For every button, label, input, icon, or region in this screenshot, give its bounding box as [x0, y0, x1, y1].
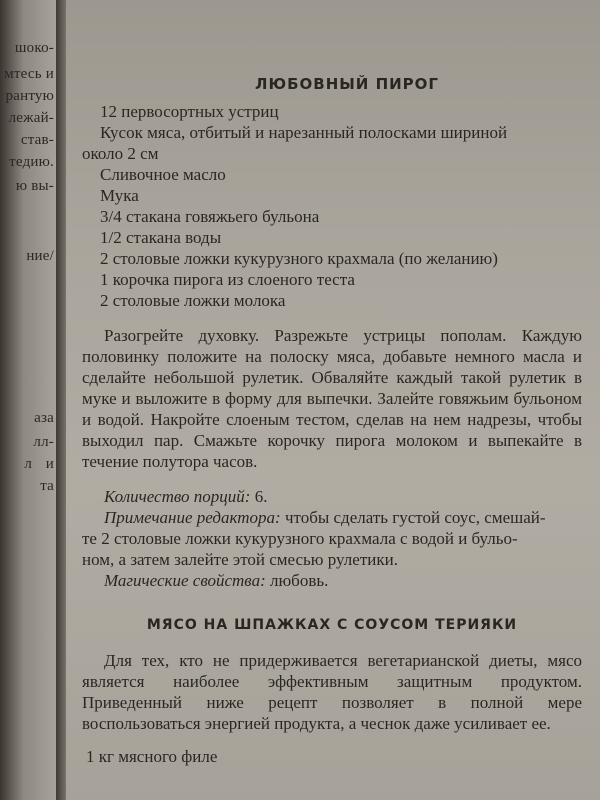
ingredient-item: 1 корочка пирога из слоеного теста — [100, 270, 355, 289]
magic-label: Магические свойства: — [104, 571, 266, 590]
ingredient-item: 1/2 стакана воды — [100, 228, 222, 247]
ingredient-item: 2 столовые ложки молока — [100, 291, 286, 310]
ingredient-item: Мука — [100, 186, 139, 205]
left-page-fragment: аза — [34, 410, 54, 426]
left-page-fragment: л — [24, 456, 32, 472]
book-page — [66, 0, 600, 800]
left-page-fragment: лл- — [33, 434, 54, 450]
recipe-notes — [82, 486, 582, 591]
servings-line — [82, 486, 582, 507]
recipe-intro: Для тех, кто не придерживается вегетарианской диеты, мясо является наиболее эффективным защитным продуктом. Приведенный ниже рецепт позволяет в полной мере воспользоваться энергией продукта, а чеснок даже усиливает ее. — [82, 651, 582, 733]
left-page-fragment: тедию. — [9, 154, 54, 170]
left-page-fragment: та — [40, 478, 54, 494]
magic-line — [82, 570, 582, 591]
left-page-fragment: и — [45, 456, 54, 472]
left-page-fragment: ю вы- — [15, 178, 54, 194]
left-page-fragment: лежай- — [8, 110, 54, 126]
editor-note-line — [82, 507, 582, 528]
ingredient-item: 2 столовые ложки кукурузного крахмала (по желанию) — [100, 249, 498, 268]
editor-note-label: Примечание редактора: — [104, 508, 281, 527]
left-page-fragment: ние/ — [26, 248, 54, 264]
recipe-title: ЛЮБОВНЫЙ ПИРОГ — [255, 75, 439, 93]
recipe-instructions: Разогрейте духовку. Разрежьте устрицы пополам. Каждую половинку положите на полоску мяса, добавьте немного масла и сделайте небольшой рулетик. Обваляйте каждый такой рулетик в муке и выложите в форму для выпечки. Залейте говяжьим бульоном и водой. Накройте слоеным тестом, сделав на нем надрезы, чтобы выходил пар. Смажьте корочку пирога молоком и выпекайте в течение полутора часов. — [82, 326, 582, 471]
ingredient-item: 1 кг мясного филе — [86, 747, 218, 766]
editor-note-continuation: те 2 столовые ложки кукурузного крахмала с водой и бульо- — [82, 529, 518, 548]
servings-value: 6. — [254, 487, 268, 506]
page-content — [82, 74, 582, 767]
left-page-fragment: шоко- — [14, 40, 54, 56]
ingredient-item-continuation: около 2 см — [82, 144, 159, 163]
editor-note-text: чтобы сделать густой соус, смешай- — [284, 508, 546, 527]
left-page-fragment: рантую — [5, 88, 54, 104]
left-page-fragment: мтесь и — [4, 66, 54, 82]
editor-note-continuation: ном, а затем залейте этой смесью рулетики. — [82, 550, 398, 569]
ingredient-item: Кусок мяса, отбитый и нарезанный полосками шириной — [100, 123, 508, 142]
ingredient-item: 12 первосортных устриц — [100, 102, 279, 121]
servings-label: Количество порций: — [104, 487, 251, 506]
ingredient-item: Сливочное масло — [100, 165, 226, 184]
recipe-title: МЯСО НА ШПАЖКАХ С СОУСОМ ТЕРИЯКИ — [146, 617, 518, 633]
ingredient-item: 3/4 стакана говяжьего бульона — [100, 207, 320, 226]
ingredient-list — [82, 101, 582, 311]
left-page-fragment: став- — [20, 132, 54, 148]
magic-value: любовь. — [269, 571, 329, 590]
left-page-edge — [0, 0, 58, 800]
